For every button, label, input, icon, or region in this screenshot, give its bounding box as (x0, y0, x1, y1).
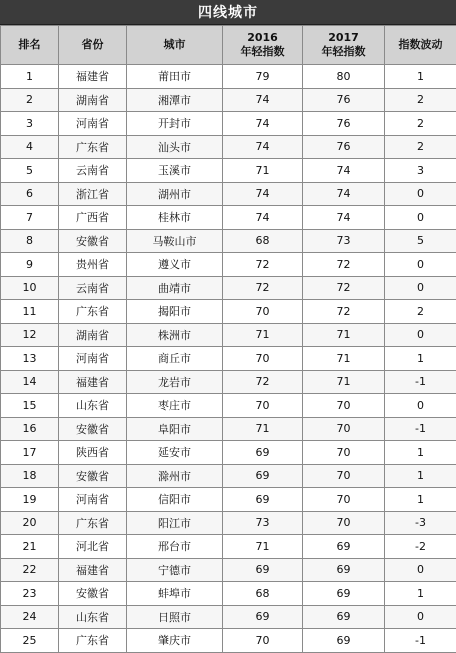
cell-city: 日照市 (127, 605, 223, 629)
table-row (1, 464, 456, 488)
cell-province: 安徽省 (59, 417, 127, 441)
cell-index-change: 5 (385, 229, 456, 253)
table-row (1, 488, 456, 512)
table-row (1, 65, 456, 89)
table-row (1, 582, 456, 606)
cell-2017-index: 71 (303, 323, 385, 347)
cell-rank: 18 (1, 464, 59, 488)
table-row (1, 88, 456, 112)
cell-2017-index: 69 (303, 629, 385, 653)
cell-2016-index: 74 (223, 206, 303, 230)
cell-2017-index: 80 (303, 65, 385, 89)
table-row (1, 276, 456, 300)
cell-2016-index: 74 (223, 88, 303, 112)
cell-province: 河南省 (59, 347, 127, 371)
cell-index-change: 2 (385, 88, 456, 112)
cell-2016-index: 72 (223, 370, 303, 394)
cell-2017-index: 70 (303, 394, 385, 418)
cell-2017-index: 70 (303, 511, 385, 535)
cell-province: 河北省 (59, 535, 127, 559)
cell-index-change: -1 (385, 417, 456, 441)
cell-2016-index: 69 (223, 605, 303, 629)
cell-rank: 11 (1, 300, 59, 324)
cell-province: 山东省 (59, 605, 127, 629)
cell-2016-index: 79 (223, 65, 303, 89)
cell-rank: 14 (1, 370, 59, 394)
table-row (1, 300, 456, 324)
cell-province: 山东省 (59, 394, 127, 418)
cell-city: 玉溪市 (127, 159, 223, 183)
cell-2016-index: 72 (223, 253, 303, 277)
cell-2016-index: 71 (223, 159, 303, 183)
cell-rank: 23 (1, 582, 59, 606)
cell-2016-index: 72 (223, 276, 303, 300)
cell-province: 广西省 (59, 206, 127, 230)
cell-2016-index: 68 (223, 229, 303, 253)
cell-2017-index: 70 (303, 464, 385, 488)
cell-rank: 6 (1, 182, 59, 206)
cell-2016-index: 68 (223, 582, 303, 606)
cell-2016-index: 71 (223, 323, 303, 347)
header-index-change: 指数波动 (385, 26, 456, 65)
cell-city: 汕头市 (127, 135, 223, 159)
cell-rank: 17 (1, 441, 59, 465)
cell-province: 福建省 (59, 65, 127, 89)
table-row (1, 511, 456, 535)
cell-2016-index: 70 (223, 629, 303, 653)
cell-province: 广东省 (59, 135, 127, 159)
cell-2017-index: 72 (303, 300, 385, 324)
cell-province: 云南省 (59, 276, 127, 300)
cell-city: 莆田市 (127, 65, 223, 89)
cell-2016-index: 70 (223, 347, 303, 371)
header-city: 城市 (127, 26, 223, 65)
table-row (1, 558, 456, 582)
cell-rank: 5 (1, 159, 59, 183)
cell-province: 广东省 (59, 511, 127, 535)
header-2017-index: 2017 年轻指数 (303, 26, 385, 65)
cell-2016-index: 69 (223, 441, 303, 465)
cell-city: 信阳市 (127, 488, 223, 512)
cell-index-change: 1 (385, 347, 456, 371)
cell-index-change: 0 (385, 558, 456, 582)
table-row (1, 323, 456, 347)
cell-city: 蚌埠市 (127, 582, 223, 606)
cell-index-change: 1 (385, 488, 456, 512)
cell-index-change: 2 (385, 135, 456, 159)
cell-2016-index: 69 (223, 464, 303, 488)
table-row (1, 417, 456, 441)
cell-2016-index: 73 (223, 511, 303, 535)
cell-index-change: 2 (385, 300, 456, 324)
cell-province: 福建省 (59, 558, 127, 582)
cell-2016-index: 70 (223, 394, 303, 418)
cell-index-change: 0 (385, 394, 456, 418)
cell-city: 宁德市 (127, 558, 223, 582)
cell-city: 商丘市 (127, 347, 223, 371)
table-row (1, 605, 456, 629)
cell-rank: 10 (1, 276, 59, 300)
cell-province: 云南省 (59, 159, 127, 183)
cell-index-change: 2 (385, 112, 456, 136)
cell-index-change: 3 (385, 159, 456, 183)
cell-index-change: 0 (385, 276, 456, 300)
cell-2017-index: 76 (303, 135, 385, 159)
cell-2017-index: 69 (303, 558, 385, 582)
cell-2017-index: 72 (303, 276, 385, 300)
cell-2016-index: 70 (223, 300, 303, 324)
table-row (1, 253, 456, 277)
cell-rank: 16 (1, 417, 59, 441)
cell-2017-index: 76 (303, 112, 385, 136)
table-row (1, 370, 456, 394)
table-row (1, 629, 456, 653)
cell-2017-index: 70 (303, 441, 385, 465)
cell-index-change: -1 (385, 629, 456, 653)
cell-city: 湖州市 (127, 182, 223, 206)
cell-index-change: 0 (385, 323, 456, 347)
cell-rank: 1 (1, 65, 59, 89)
table-row (1, 159, 456, 183)
cell-province: 广东省 (59, 629, 127, 653)
header-rank: 排名 (1, 26, 59, 65)
cell-2016-index: 69 (223, 558, 303, 582)
cell-2016-index: 74 (223, 182, 303, 206)
cell-rank: 8 (1, 229, 59, 253)
cell-province: 湖南省 (59, 88, 127, 112)
cell-2017-index: 72 (303, 253, 385, 277)
cell-2017-index: 71 (303, 347, 385, 371)
cell-2017-index: 69 (303, 535, 385, 559)
cell-index-change: -2 (385, 535, 456, 559)
cell-index-change: 0 (385, 182, 456, 206)
cell-city: 株洲市 (127, 323, 223, 347)
cell-city: 阳江市 (127, 511, 223, 535)
cell-rank: 20 (1, 511, 59, 535)
cell-2016-index: 69 (223, 488, 303, 512)
cell-province: 湖南省 (59, 323, 127, 347)
cell-province: 河南省 (59, 112, 127, 136)
cell-province: 河南省 (59, 488, 127, 512)
cell-index-change: 1 (385, 464, 456, 488)
cell-province: 陕西省 (59, 441, 127, 465)
table-row (1, 206, 456, 230)
cell-city: 桂林市 (127, 206, 223, 230)
cell-province: 安徽省 (59, 464, 127, 488)
cell-2017-index: 70 (303, 488, 385, 512)
table-row (1, 441, 456, 465)
cell-province: 广东省 (59, 300, 127, 324)
cell-rank: 9 (1, 253, 59, 277)
table-row (1, 229, 456, 253)
header-province: 省份 (59, 26, 127, 65)
cell-rank: 19 (1, 488, 59, 512)
table-row (1, 535, 456, 559)
table-body (1, 65, 456, 653)
cell-index-change: 0 (385, 605, 456, 629)
table-row (1, 182, 456, 206)
table-row (1, 112, 456, 136)
cell-city: 曲靖市 (127, 276, 223, 300)
table-title: 四线城市 (0, 0, 456, 25)
cell-city: 龙岩市 (127, 370, 223, 394)
cell-rank: 4 (1, 135, 59, 159)
header-row (1, 26, 456, 65)
cell-province: 贵州省 (59, 253, 127, 277)
cell-2017-index: 73 (303, 229, 385, 253)
cell-rank: 7 (1, 206, 59, 230)
cell-rank: 12 (1, 323, 59, 347)
cell-index-change: -3 (385, 511, 456, 535)
cell-rank: 15 (1, 394, 59, 418)
cell-city: 枣庄市 (127, 394, 223, 418)
table-row (1, 347, 456, 371)
cell-2017-index: 74 (303, 159, 385, 183)
cell-index-change: 0 (385, 206, 456, 230)
cell-city: 遵义市 (127, 253, 223, 277)
cell-province: 安徽省 (59, 229, 127, 253)
cell-index-change: 1 (385, 582, 456, 606)
cell-city: 邢台市 (127, 535, 223, 559)
cell-city: 阜阳市 (127, 417, 223, 441)
cell-city: 肇庆市 (127, 629, 223, 653)
cell-2017-index: 74 (303, 182, 385, 206)
cell-province: 福建省 (59, 370, 127, 394)
cell-city: 开封市 (127, 112, 223, 136)
cell-2016-index: 74 (223, 135, 303, 159)
cell-2017-index: 74 (303, 206, 385, 230)
cell-2017-index: 69 (303, 582, 385, 606)
cell-index-change: 1 (385, 65, 456, 89)
cell-rank: 13 (1, 347, 59, 371)
cell-rank: 22 (1, 558, 59, 582)
table-row (1, 135, 456, 159)
cell-2017-index: 69 (303, 605, 385, 629)
cell-city: 滁州市 (127, 464, 223, 488)
cell-province: 安徽省 (59, 582, 127, 606)
ranking-table (0, 25, 456, 653)
cell-rank: 24 (1, 605, 59, 629)
cell-rank: 2 (1, 88, 59, 112)
cell-index-change: 1 (385, 441, 456, 465)
cell-city: 湘潭市 (127, 88, 223, 112)
cell-city: 揭阳市 (127, 300, 223, 324)
cell-2017-index: 76 (303, 88, 385, 112)
cell-city: 延安市 (127, 441, 223, 465)
table-row (1, 394, 456, 418)
cell-city: 马鞍山市 (127, 229, 223, 253)
cell-2016-index: 71 (223, 417, 303, 441)
cell-2016-index: 71 (223, 535, 303, 559)
cell-rank: 3 (1, 112, 59, 136)
cell-rank: 21 (1, 535, 59, 559)
cell-province: 浙江省 (59, 182, 127, 206)
cell-index-change: 0 (385, 253, 456, 277)
cell-2017-index: 71 (303, 370, 385, 394)
cell-rank: 25 (1, 629, 59, 653)
cell-index-change: -1 (385, 370, 456, 394)
cell-2016-index: 74 (223, 112, 303, 136)
cell-2017-index: 70 (303, 417, 385, 441)
header-2016-index: 2016 年轻指数 (223, 26, 303, 65)
